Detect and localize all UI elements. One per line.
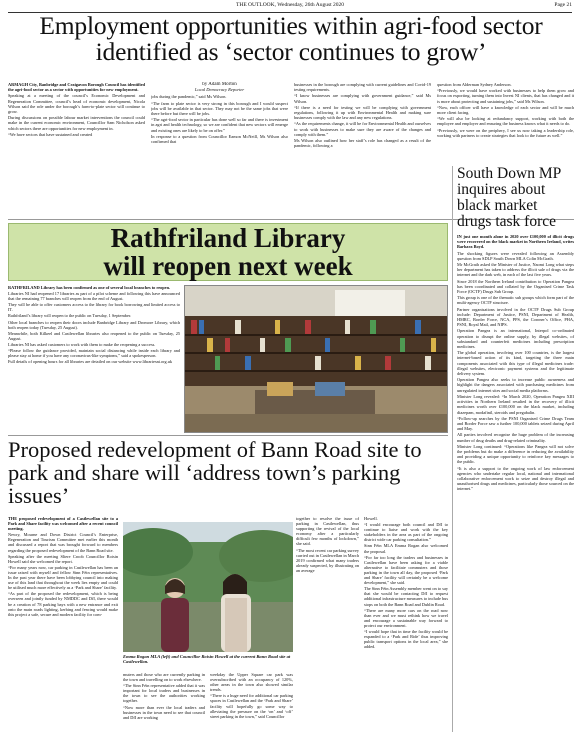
paragraph: “I know businesses are complying with government guidance,” said Ms Wilson.	[294, 93, 431, 104]
paragraph: “For far too long the traders and businesses in Castlewellan have been asking for a viable alternative to facilitate commuters and those parking in the town all day, the proposed ‘Park and Share’ facility will certainly be a welcome development,” she said.	[364, 554, 448, 586]
paragraph: “The Sinn Féin representative added that it was important for local traders and businesses in the town to see the authorities working together.	[123, 683, 205, 704]
paragraph: Mr McGrath asked the Minister of Justice, Naomi Long what steps her department has taken to address the illicit sale of drugs via the internet and the dark web, in each of the last five years.	[457, 262, 574, 278]
paragraph: “Follow-up searches by the PSNI Organised Crime Drugs Team and Border Force saw a further 100,000 tablets seized during April and May.	[457, 415, 574, 432]
paragraph: Full details of opening hours for all libraries are detailed on our website www.librariesni.org.uk	[8, 359, 173, 365]
paragraph: This group is one of the thematic sub groups which form part of the multi-agency OCTF structure.	[457, 295, 574, 306]
library-lead: RATHFRILAND Library has been confirmed as one of several local branches to reopen.	[8, 285, 171, 290]
southdown-article-body	[457, 234, 574, 492]
paragraph: jobs during the pandemic,” said Ms Wilson.	[151, 94, 227, 100]
paragraph: Meanwhile, both Kilkeel and Castlewellan libraries also reopened to the public on Tuesday, 25 August.	[8, 330, 180, 341]
paragraph: “The most recent car parking survey carried out in Castlewellan in March 2019 confirmed what many traders already suspected, by illustrating on an average	[296, 547, 359, 573]
photo-caption: Emma Rogan MLA (left) and Councillor Roisin Howell at the current Bann Road site at Castlewellan.	[123, 654, 291, 665]
southdown-headline: South Down MP inquires about black market drugs task force	[457, 165, 561, 230]
bann-column-2	[123, 672, 205, 734]
paragraph: muters and those who are currently parking in the town and travelling on to work elsewhere.	[123, 672, 205, 683]
paragraph: Ms Wilson also outlined how her staff’s role has changed as a result of the pandemic, following a	[294, 138, 431, 149]
paragraph: Newry, Mourne and Down District Council’s Enterprise, Regeneration and Tourism Committee met earlier this month and discussed a report that was brought forward to members regarding the proposed redevelopment of the Bann Road site.	[8, 532, 118, 553]
paragraph: “Previously, we would have worked with businesses to help them grow and focus on exporting, turning them into Invest NI clients, that has changed and it is more about protecting and sustaining jobs,” said Ms Wilson.	[437, 88, 574, 104]
agri-column-1	[8, 82, 145, 217]
paragraph: question from Alderman Sydney Anderson.	[437, 82, 512, 87]
paragraph: “The agri-food sector in particular has done well so far and there is investment in agri and health technology, so we are confident that new sectors will emerge and existing ones are likely to be on offer.”	[151, 117, 288, 133]
agri-column-2	[151, 82, 288, 217]
paragraph: Minister Long continued: “Operations like Pangea will not solve the problems but do make a difference in reducing the availability and providing a unique opportunity to reinforce key messages to the public.	[457, 443, 574, 465]
masthead-text: THE OUTLOOK, Wednesday, 26th August 2020	[235, 2, 345, 8]
library-photo-illustration	[185, 286, 448, 433]
southdown-lead: IN just one month alone in 2020 over £100,000 of illicit drugs were recovered on the black market in Northern Ireland, writes Barbara Boyd.	[457, 234, 574, 250]
paragraph: The global operation, involving over 100 countries, is the largest internet-based action of its kind, targeting the three main components associated with this type of illegal medicines trade: illegal websites, electronic payment systems and the legitimate delivery system.	[457, 350, 574, 377]
paragraph: Partner organisations involved in the OCTF Drugs Sub Group include: Department of Justice, PSNI, Department of Health, HMRC, Border Force, NCA, PPS, the Coroner’s Office, PHA, PSNI, Royal Mail, and NIPS.	[457, 306, 574, 328]
byline: by Adam Morton	[202, 82, 237, 87]
agri-lead: ARMAGH City, Banbridge and Craigavon Borough Council has identified the agri-food sector as a sector with opportunities for new employment.	[8, 82, 145, 93]
paragraph: In response to a question from Councillor Eamon McNeill, Ms Wilson also confirmed that	[151, 133, 288, 145]
paragraph: “The farm to plate sector is very strong in this borough and I would suspect jobs will be available in that sector. They may not be the same jobs that were there before but there will be jobs.	[151, 100, 288, 117]
section-divider	[8, 435, 448, 436]
library-headline-line2: will reopen next week	[103, 251, 353, 281]
paragraph: They will be able to offer customers access to the library for book borrowing and limited access to IT.	[8, 302, 180, 313]
paragraph: “There is a huge need for additional car parking spaces in Castlewellan and the ‘Park and Share’ facility will hopefully go some way to alleviating the pressure on the ‘on’ and ‘off’ street parking in the town,” said Councillor	[210, 693, 293, 719]
library-article-body	[8, 285, 180, 430]
southdown-article	[452, 166, 574, 732]
paragraph: weekday the Upper Square car park was oversubscribed with an occupancy of 120%, other areas in the town also showed similar trends.	[210, 672, 293, 693]
library-headline-banner	[8, 223, 448, 281]
paragraph: All parties involved recognise the huge problem of the increasing number of drug deaths and drug-related criminality.	[457, 432, 574, 443]
bann-column-3	[210, 672, 293, 734]
paragraph: Operation Pangea also seeks to increase public awareness and highlight the dangers associated with purchasing medicines from unregulated internet sites and social media platforms.	[457, 377, 574, 393]
paragraph: The Sinn Féin Assembly member went on to say that she would be contacting DfI to request additional infrastructure measures to include bus stops on both the Bann Road and Dublin Road.	[364, 586, 448, 607]
paragraph: Speaking after the meeting Sliere Croob Councillor Roisin Howell said she welcomed the report.	[8, 553, 118, 564]
paragraph: Libraries NI has asked customers to work with them to make the reopening a success.	[8, 341, 156, 347]
bann-lead: THE proposed redevelopment of a Castlewellan site to a Park and Share facility was welcomed after a recent council meeting.	[8, 516, 118, 532]
paragraph: Libraries NI had reopened 17 libraries as part of a pilot scheme and following this have announced that the remaining 77 branches will reopen from the end of August.	[8, 291, 180, 302]
paragraph: Other local branches to reopen their doors include Banbridge Library and Dromore Library, which both reopen today (Tuesday, 25 August).	[8, 319, 180, 330]
paragraph: businesses in the borough are complying with current guidelines and Covid-19 testing requirements.	[294, 82, 431, 93]
paragraph: “There are many more cars on the road now than ever and we must rethink how we travel and encourage a sustainable way forward to protect our environment.	[364, 607, 448, 628]
paragraph: “Previously, we were on the periphery, I see us now taking a leadership role, working with partners to create strategies that look to the future as well.”	[437, 127, 574, 138]
paragraph: Speaking at a meeting of the council’s Economic Development and Regeneration Committee, council’s head of economic development, Nicola Wilson said the role under the borough’s farm-to-plate sector will continue to grow.	[8, 93, 145, 115]
paragraph: Howell.	[364, 516, 378, 521]
paragraph: The shocking figures were revealed following an Assembly question from SDLP South Down MLA Colin McGrath.	[457, 250, 574, 261]
byline-role: Local Democracy Reporter	[194, 87, 245, 93]
bann-column-1	[8, 516, 118, 732]
paragraph: “We will also be looking at redundancy support, working with both the employee and employer and ensuring the business knows what it needs to do.	[437, 116, 574, 127]
paragraph: “We have sectors that have sustained and created	[8, 131, 93, 137]
paragraph: “I would hope that in time the facility would be expanded to a ‘Park and Ride’ thus improving public transport options in the local area,” she added.	[364, 628, 448, 650]
paragraph: Sinn Féin MLA Emma Rogan also welcomed the proposal.	[364, 543, 448, 554]
paragraph: Minister Long revealed: “In March 2020, Operation Pangea XIII activities in Northern Ireland resulted in the recovery of illicit medicines worth over £100,000 on the black market, including diazepam, modafinil, steroids and pregabalin.	[457, 393, 574, 415]
bann-headline: Proposed redevelopment of Bann Road site to park and share will ‘address town’s parking issues’	[8, 437, 422, 508]
paragraph: together to resolve the issue of parking in Castlewellan, thus supporting the revival of the local economy after a particularly difficult few months of lockdown,” she said.	[296, 516, 359, 547]
bann-column-4	[296, 516, 359, 656]
paragraph: “It is also a support to the ongoing work of law enforcement agencies who undertake regular local, national and international collaborative enforcement work to seize and destroy illegal and unauthorised drugs and medicines, particularly those sourced on the internet.”	[457, 465, 574, 492]
library-interior-photo	[184, 285, 448, 433]
paragraph: “Now, each officer will have a knowledge of each sector and will be much more client facing.	[437, 104, 574, 116]
page-number: Page 21	[554, 2, 572, 8]
paragraph: “If there is a need for testing we will be complying with government regulations, following it up with Environmental Health and making sure businesses comply with the law and any new regulations.	[294, 104, 431, 121]
paragraph: During discussions on possible labour market interventions the council could make in the current economic environment, Councillor Sam Nicholson asked which sectors there are opportunities for new employment in.	[8, 115, 145, 131]
paragraph: Since 2018 the Northern Ireland contribution to Operation Pangea has been coordinated and collated by the Organised Crime Task Force (OCTF) Drugs Sub Group.	[457, 278, 574, 295]
paragraph: “Now more than ever the local traders and businesses in the town need to see that council and DfI are working	[123, 704, 205, 720]
agri-headline: Employment opportunities within agri-food sector identified as ‘sector continues to grow’	[39, 11, 543, 66]
paragraph: “As part of the proposed the redevelopment, which is being overseen and jointly funded by NMDDC and DfI, there would be a creation of 78 parking bays with a new entrance and exit onto the main roads lighting, kerbing and fencing would make this project a safe, secure and modern facility for com-	[8, 591, 118, 617]
paragraph: “For many years now, car parking in Castlewellan has been an issue raised with myself and fellow Sinn Féin representatives. In the past year there have been lobbying council into making use of this land that throughout the week lies empty and could be utilised much more effectively as a ‘Park and Share’ facility.	[8, 564, 118, 591]
paragraph: Operation Pangea is an international, Interpol co-ordinated operation to disrupt the online supply, by illegal websites, of substandard and counterfeit medicines including prescription medicines.	[457, 328, 574, 350]
bann-road-photo	[123, 522, 293, 652]
agri-column-3	[294, 82, 431, 217]
bann-photo-illustration	[123, 522, 293, 652]
library-headline-line1: Rathfriland Library	[110, 223, 346, 253]
paragraph: “Please follow the guidance provided, maintain social distancing while inside each library and please stay at home if you have any coronavirus-like symptoms,” said a spokesperson.	[8, 348, 180, 359]
paragraph: “I would encourage both council and DfI to continue to liaise and work with the key stakeholders in the area as part of the ongoing district wide car parking consultation.”	[364, 522, 448, 543]
paragraph: Rathfriland’s library will reopen to the public on Tuesday, 1 September.	[8, 313, 132, 319]
bann-column-5	[364, 516, 448, 732]
paragraph: “As the requirements change, it will be for Environmental Health and ourselves to work with businesses to make sure they are aware of the changes and comply with them.”	[294, 121, 431, 137]
